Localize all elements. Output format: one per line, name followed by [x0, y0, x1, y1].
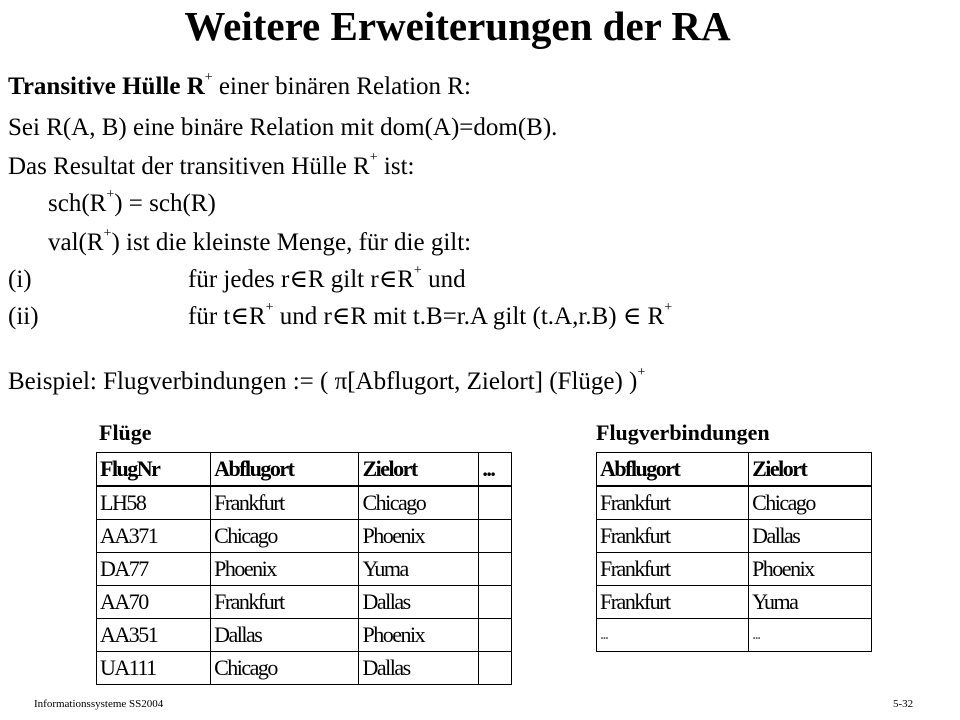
element-of-symbol: ∈ — [289, 266, 308, 293]
table-cell — [479, 486, 512, 520]
example-text: [Abflugort, Zielort] (Flüge) ) — [347, 368, 638, 395]
table-row — [97, 553, 512, 586]
table-row — [97, 652, 512, 685]
table-cell — [479, 553, 512, 586]
table-row-ellipsis — [597, 619, 872, 652]
superscript-plus: + — [369, 150, 378, 165]
superscript-plus: + — [204, 70, 213, 85]
superscript-plus: + — [413, 263, 422, 278]
superscript-plus: + — [103, 226, 112, 241]
table-cell: Dallas — [359, 652, 479, 685]
table-cell: Chicago — [749, 486, 872, 520]
schema-text: sch(R — [48, 190, 107, 217]
rule-i-text — [188, 265, 466, 295]
element-of-symbol: ∈ — [622, 303, 642, 330]
rule-i-label: (i) — [8, 266, 32, 293]
schema-line — [48, 189, 216, 219]
table-cell: AA70 — [97, 586, 211, 619]
table-cell: DA77 — [97, 553, 211, 586]
table-cell: Frankfurt — [597, 486, 749, 520]
table-cell: ... — [749, 619, 872, 652]
pi-symbol: π — [334, 368, 348, 395]
superscript-plus: + — [664, 300, 673, 315]
table-cell: UA111 — [97, 652, 211, 685]
definition-heading — [8, 72, 471, 102]
rule-i — [8, 265, 908, 297]
slide-title: Weitere Erweiterungen der RA — [184, 3, 731, 49]
rule-ii-part: R — [641, 303, 665, 330]
table-cell: Phoenix — [359, 619, 479, 652]
rule-ii — [8, 302, 908, 334]
column-header: ... — [479, 453, 512, 487]
table-cell: Chicago — [359, 486, 479, 520]
table-cell: Frankfurt — [597, 586, 749, 619]
table-cell: Frankfurt — [597, 520, 749, 553]
rule-ii-part: und r — [273, 303, 332, 330]
table-row — [97, 486, 512, 520]
definition-line-3 — [8, 152, 414, 182]
table-row — [597, 520, 872, 553]
table-header-row — [97, 453, 512, 487]
table-row — [597, 553, 872, 586]
rule-i-part: R — [397, 266, 414, 293]
table-cell — [479, 520, 512, 553]
column-header: FlugNr — [97, 453, 211, 487]
table-row — [597, 586, 872, 619]
footer-page-number: 5-32 — [893, 698, 914, 710]
value-line — [48, 228, 471, 258]
rule-ii-text — [188, 302, 672, 332]
superscript-plus: + — [265, 300, 274, 315]
table-flugverbindungen — [596, 452, 872, 652]
table-cell — [479, 619, 512, 652]
column-header: Abflugort — [597, 453, 749, 487]
table-cell — [479, 652, 512, 685]
line3-text: Das Resultat der transitiven Hülle R — [8, 153, 370, 180]
column-header: Zielort — [359, 453, 479, 487]
table-cell: Phoenix — [749, 553, 872, 586]
table-cell: Chicago — [211, 652, 359, 685]
heading-rest-text: einer binären Relation R: — [212, 73, 471, 100]
element-of-symbol: ∈ — [331, 303, 351, 330]
table-row — [97, 619, 512, 652]
table-cell: Dallas — [749, 520, 872, 553]
rule-ii-part: R mit t.B=r.A gilt (t.A,r.B) — [350, 303, 623, 330]
line3-rest: ist: — [377, 153, 415, 180]
rule-ii-label: (ii) — [8, 303, 39, 330]
table-row — [97, 586, 512, 619]
element-of-symbol: ∈ — [230, 303, 249, 330]
rule-i-part: und — [421, 266, 466, 293]
footer-course: Informationssysteme SS2004 — [34, 698, 164, 710]
table-cell: ... — [597, 619, 749, 652]
superscript-plus: + — [106, 187, 115, 202]
column-header: Zielort — [749, 453, 872, 487]
example-text: Beispiel: Flugverbindungen := ( — [8, 368, 335, 395]
table-cell: Dallas — [359, 586, 479, 619]
rule-i-part: für jedes r — [188, 266, 290, 293]
table-cell — [479, 586, 512, 619]
table-row — [97, 520, 512, 553]
table-cell: Chicago — [211, 520, 359, 553]
table-header-row — [597, 453, 872, 487]
rule-i-part: R gilt r — [307, 266, 379, 293]
rule-ii-part: R — [248, 303, 266, 330]
element-of-symbol: ∈ — [378, 266, 398, 293]
table-cell: Yuma — [359, 553, 479, 586]
table-cell: Phoenix — [359, 520, 479, 553]
table-cell: Frankfurt — [597, 553, 749, 586]
heading-bold-text: Transitive Hülle R — [8, 73, 205, 100]
table-cell: Frankfurt — [211, 486, 359, 520]
table-cell: Phoenix — [211, 553, 359, 586]
column-header: Abflugort — [211, 453, 359, 487]
table-flugverbindungen-title: Flugverbindungen — [596, 420, 770, 445]
rule-ii-part: für t — [188, 303, 231, 330]
table-fluege-title: Flüge — [99, 420, 152, 445]
table-fluege — [96, 452, 512, 685]
definition-line-2: Sei R(A, B) eine binäre Relation mit dom(A)=dom(B). — [8, 114, 558, 141]
table-cell: LH58 — [97, 486, 211, 520]
table-cell: Yuma — [749, 586, 872, 619]
value-text: val(R — [48, 229, 104, 256]
superscript-plus: + — [637, 365, 646, 380]
schema-rest: ) = sch(R) — [114, 190, 216, 217]
table-cell: AA371 — [97, 520, 211, 553]
table-cell: Dallas — [211, 619, 359, 652]
value-rest: ) ist die kleinste Menge, für die gilt: — [111, 229, 472, 256]
table-row — [597, 486, 872, 520]
example-line — [8, 367, 645, 397]
table-cell: Frankfurt — [211, 586, 359, 619]
table-cell: AA351 — [97, 619, 211, 652]
